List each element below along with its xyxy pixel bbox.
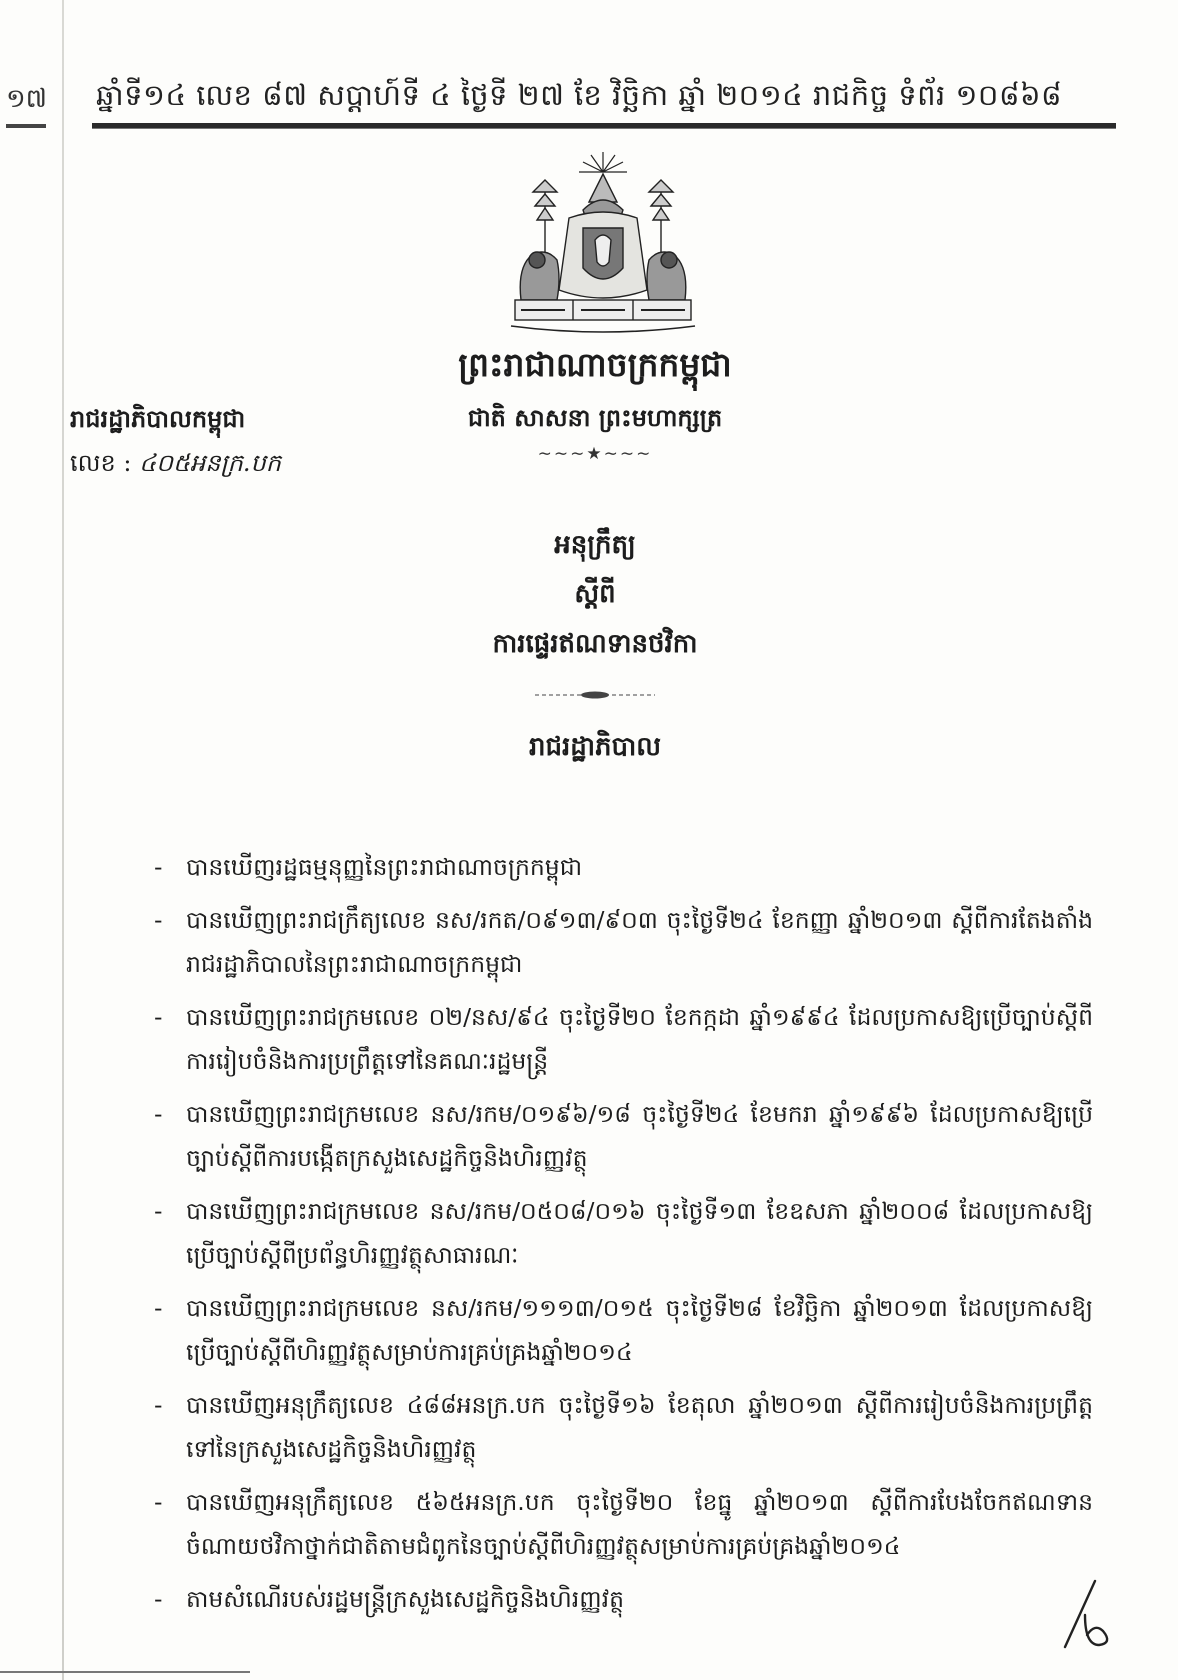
government-name: រាជរដ្ឋាភិបាលកម្ពុជា [70,404,246,433]
preamble-clause [148,1383,1093,1471]
royal-coat-of-arms-icon [503,150,703,335]
clause-text: បានឃើញអនុក្រឹត្យលេខ ៥៦៥អនក្រ.បក ចុះថ្ងៃទី២០ ខែធ្នូ ឆ្នាំ២០១៣ ស្តីពីការបែងចែកឥណទានចំណាយថវិកាថ្នាក់ជាតិតាមជំពូកនៃច្បាប់ស្តីពីហិរញ្ញវត្ថុសម្រាប់ការគ្រប់គ្រងឆ្នាំ២០១៤ [186,1488,1093,1560]
clause-text: បានឃើញព្រះរាជក្រមលេខ ០២/នស/៩៤ ចុះថ្ងៃទី២០ ខែកក្កដា ឆ្នាំ១៩៩៤ ដែលប្រកាសឱ្យប្រើច្បាប់ស្តីពីការរៀបចំនិងការប្រព្រឹត្តទៅនៃគណៈរដ្ឋមន្ត្រី [186,1003,1093,1075]
clause-text: បានឃើញព្រះរាជក្រឹត្យលេខ នស/រកត/០៩១៣/៩០៣ ចុះថ្ងៃទី២៤ ខែកញ្ញា ឆ្នាំ២០១៣ ស្តីពីការតែងតាំងរាជរដ្ឋាភិបាលនៃព្រះរាជាណាចក្រកម្ពុជា [186,906,1093,978]
reference-label: លេខ : [70,449,132,477]
clause-bullet: - [154,1585,163,1613]
clause-bullet: - [154,906,163,934]
clause-text: បានឃើញរដ្ឋធម្មនុញ្ញនៃព្រះរាជាណាចក្រកម្ពុជា [186,853,583,881]
title-divider-ornament [535,690,655,700]
initial-signature-mark [1055,1575,1135,1650]
clause-bullet: - [154,1488,163,1516]
clause-text: បានឃើញព្រះរាជក្រមលេខ នស/រកម/០៥០៨/០១៦ ចុះថ្ងៃទី១៣ ខែឧសភា ឆ្នាំ២០០៨ ដែលប្រកាសឱ្យប្រើច្បាប់ស្តីពីប្រព័ន្ធហិរញ្ញវត្ថុសាធារណៈ [186,1197,1093,1269]
preamble-clause [148,1189,1093,1277]
preamble-clause [148,898,1093,986]
clause-bullet: - [154,1003,163,1031]
header-rule [92,123,1116,129]
clause-text: តាមសំណើរបស់រដ្ឋមន្ត្រីក្រសួងសេដ្ឋកិច្ចនិងហិរញ្ញវត្ថុ [186,1585,624,1613]
kingdom-name: ព្រះរាជាណាចក្រកម្ពុជា [458,345,732,384]
clause-text: បានឃើញអនុក្រឹត្យលេខ ៤៨៨អនក្រ.បក ចុះថ្ងៃទី១៦ ខែតុលា ឆ្នាំ២០១៣ ស្តីពីការរៀបចំនិងការប្រព្រឹត្តទៅនៃក្រសួងសេដ្ឋកិច្ចនិងហិរញ្ញវត្ថុ [186,1391,1093,1463]
document-subject: ការផ្ទេរឥណទានថវិកា [492,629,698,659]
preamble-clause [148,1577,1093,1621]
preamble-clause [148,1480,1093,1568]
clause-bullet: - [154,1391,163,1419]
clause-bullet: - [154,1294,163,1322]
document-about: ស្តីពី [574,579,616,609]
issuing-authority: រាជរដ្ឋាភិបាល [528,732,662,762]
clause-bullet: - [154,1100,163,1128]
preamble-clause [148,1092,1093,1180]
scan-edge-shadow [62,0,64,1680]
motto-ornament: ∼∼∼★∼∼∼ [537,444,653,464]
preamble-clauses [148,845,1093,1630]
gazette-header: ឆ្នាំទី១៤ លេខ ៨៧ សប្តាហ៍ទី ៤ ថ្ងៃទី ២៧ ខែ វិច្ឆិកា ឆ្នាំ ២០១៤ រាជកិច្ច ទំព័រ ១០៨៦៨ [96,78,1063,112]
clause-bullet: - [154,853,163,881]
margin-bar [6,124,46,128]
clause-text: បានឃើញព្រះរាជក្រមលេខ នស/រកម/០១៩៦/១៨ ចុះថ្ងៃទី២៤ ខែមករា ឆ្នាំ១៩៩៦ ដែលប្រកាសឱ្យប្រើច្បាប់ស្តីពីការបង្កើតក្រសួងសេដ្ឋកិច្ចនិងហិរញ្ញវត្ថុ [186,1100,1093,1172]
margin-page-mark: ១៧ [6,84,48,114]
document-type: អនុក្រឹត្យ [554,530,636,560]
preamble-clause [148,995,1093,1083]
preamble-clause [148,845,1093,889]
reference-number: ៤០៥អនក្រ.បក [139,449,281,477]
national-motto: ជាតិ សាសនា ព្រះមហាក្សត្រ [467,403,723,432]
reference-number-row [70,448,281,483]
bottom-rule [0,1671,250,1673]
clause-text: បានឃើញព្រះរាជក្រមលេខ នស/រកម/១១១៣/០១៥ ចុះថ្ងៃទី២៨ ខែវិច្ឆិកា ឆ្នាំ២០១៣ ដែលប្រកាសឱ្យប្រើច្បាប់ស្តីពីហិរញ្ញវត្ថុសម្រាប់ការគ្រប់គ្រងឆ្នាំ២០១៤ [186,1294,1093,1366]
clause-bullet: - [154,1197,163,1225]
preamble-clause [148,1286,1093,1374]
